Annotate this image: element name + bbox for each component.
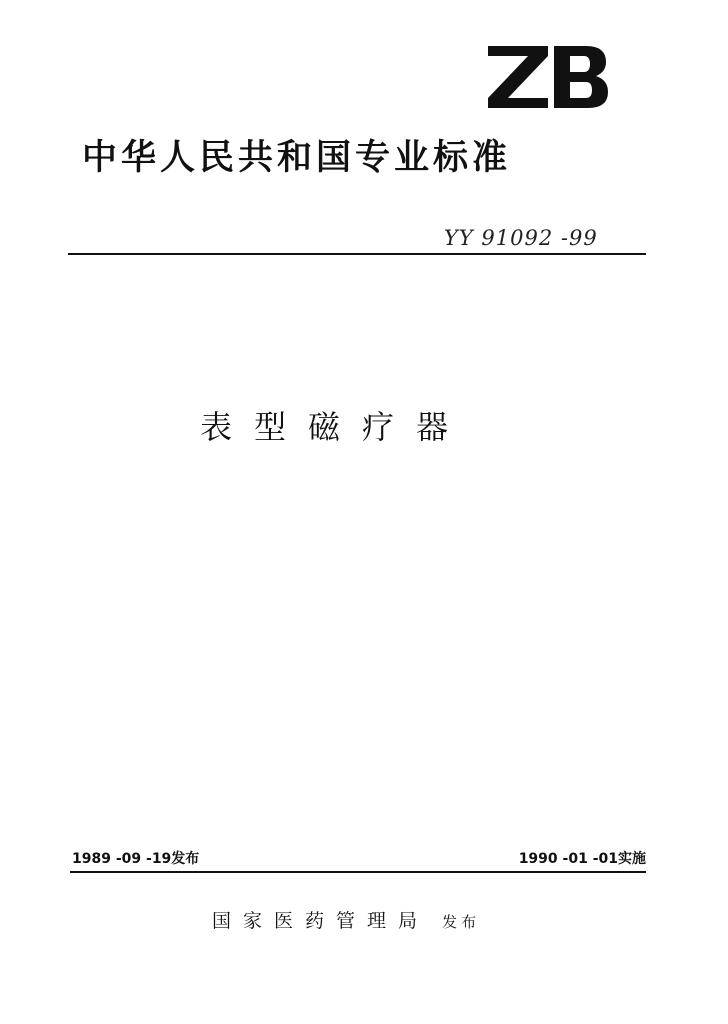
issue-date: 1989 -09 -19发布 <box>72 851 200 867</box>
publisher-line <box>212 906 480 933</box>
footer-divider <box>70 871 646 873</box>
standard-number: YY 91092 -99 <box>444 226 598 250</box>
effective-date: 1990 -01 -01实施 <box>518 851 646 867</box>
document-title: 表型磁疗器 <box>200 408 471 446</box>
header-divider <box>68 253 646 255</box>
zb-logo-icon <box>486 44 610 110</box>
publisher-name: 国家医药管理局 <box>212 910 430 932</box>
issuer-title: 中华人民共和国专业标准 <box>82 138 512 178</box>
publisher-action: 发布 <box>442 913 481 931</box>
